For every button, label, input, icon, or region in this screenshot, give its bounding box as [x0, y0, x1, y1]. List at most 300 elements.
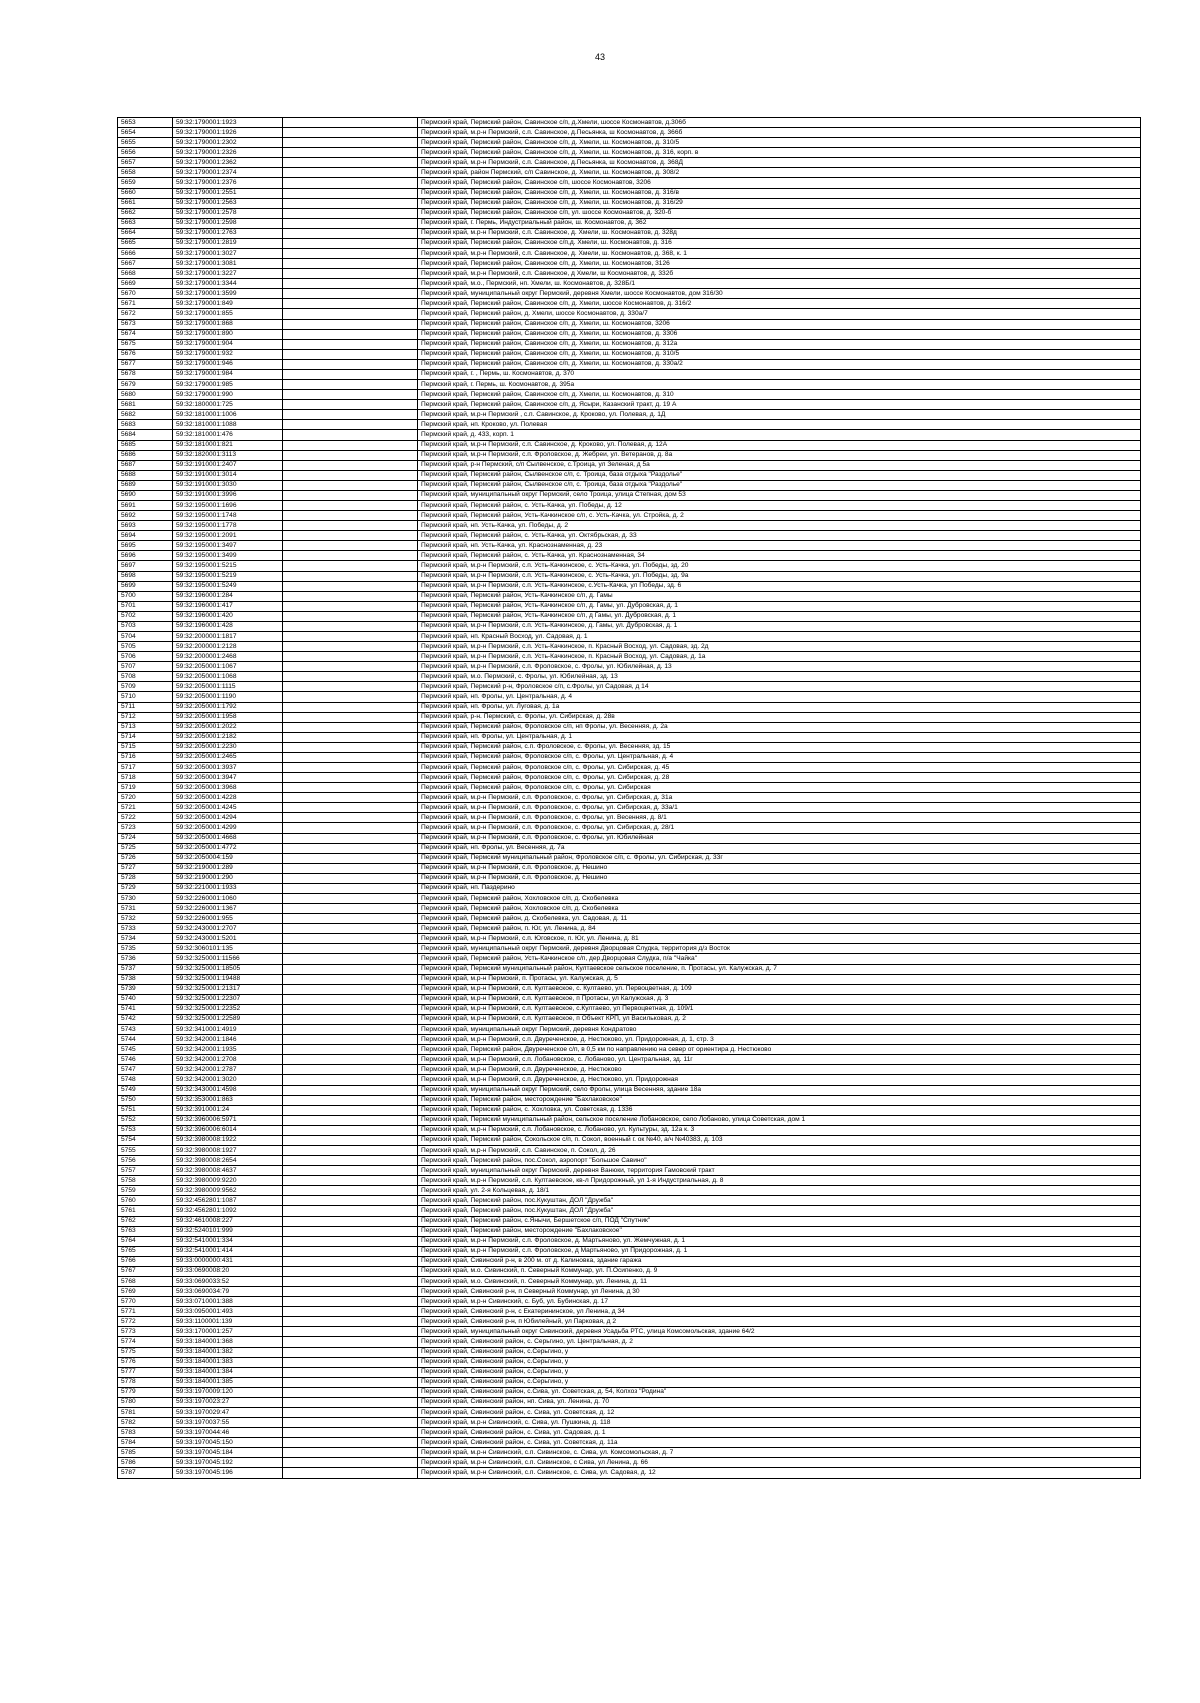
table-row	[118, 1135, 1141, 1145]
cadastral-number: 59:32:1910001:3030	[173, 480, 283, 490]
address: Пермский край, р-н Пермский, с/п Сылвенское, с.Троица, ул Зеленая, д 5а	[418, 460, 1141, 470]
row-number: 5721	[118, 803, 173, 813]
table-row	[118, 490, 1141, 500]
row-number: 5719	[118, 783, 173, 793]
row-number: 5728	[118, 873, 173, 883]
cadastral-number: 59:32:1790001:2563	[173, 198, 283, 208]
cadastral-number: 59:32:3060101:135	[173, 944, 283, 954]
address: Пермский край, Пермский район, Хохловское с/п, д. Скобелевка	[418, 894, 1141, 904]
table-row	[118, 1166, 1141, 1176]
address: Пермский край, Пермский район, Сылвенское с/п, с. Троица, база отдыха "Раздолье"	[418, 470, 1141, 480]
address: Пермский край, Пермский район, Усть-Качкинское с/п, д. Гамы	[418, 591, 1141, 601]
row-number: 5743	[118, 1025, 173, 1035]
address: Пермский край, муниципальный округ Пермский, деревня Хмели, шоссе Космонавтов, дом 316/30	[418, 289, 1141, 299]
cadastral-number: 59:32:2050001:3937	[173, 763, 283, 773]
cadastral-number: 59:32:3980009:9220	[173, 1176, 283, 1186]
row-number: 5758	[118, 1176, 173, 1186]
table-row	[118, 259, 1141, 269]
table-row	[118, 1095, 1141, 1105]
address: Пермский край, Пермский район, Усть-Качкинское с/п, дер.Дворцовая Слудка, п/а "Чайка"	[418, 954, 1141, 964]
address: Пермский край, Пермский район, с. Усть-Качка, ул. Октябрьская, д. 33	[418, 531, 1141, 541]
empty-cell	[283, 561, 418, 571]
address: Пермский край, Сивинский район, с.Серьгино, у	[418, 1357, 1141, 1367]
address: Пермский край, нп. Усть-Качка, ул. Краснознаменная, д. 23	[418, 541, 1141, 551]
empty-cell	[283, 440, 418, 450]
cadastral-number: 59:32:1810001:1006	[173, 410, 283, 420]
cadastral-number: 59:33:1970045:150	[173, 1438, 283, 1448]
table-row	[118, 1266, 1141, 1276]
row-number: 5662	[118, 208, 173, 218]
empty-cell	[283, 994, 418, 1004]
table-row	[118, 450, 1141, 460]
table-row	[118, 984, 1141, 994]
table-row	[118, 480, 1141, 490]
address: Пермский край, Сивинский р-н, в 200 м. от д. Калиновка, здание гаража	[418, 1256, 1141, 1266]
empty-cell	[283, 1055, 418, 1065]
row-number: 5722	[118, 813, 173, 823]
address: Пермский край, Пермский район, пос.Кукуштан, ДОЛ "Дружба"	[418, 1196, 1141, 1206]
address: Пермский край, Пермский район, Савинское с/п,д. Хмели, ш. Космонавтов, д. 316	[418, 238, 1141, 248]
cadastral-number: 59:32:1790001:1926	[173, 128, 283, 138]
row-number: 5683	[118, 420, 173, 430]
empty-cell	[283, 319, 418, 329]
cadastral-number: 59:33:1840001:382	[173, 1347, 283, 1357]
cadastral-number: 59:32:1950001:1748	[173, 511, 283, 521]
cadastral-number: 59:33:1970029:47	[173, 1408, 283, 1418]
row-number: 5661	[118, 198, 173, 208]
cadastral-number: 59:32:3420001:1935	[173, 1045, 283, 1055]
row-number: 5747	[118, 1065, 173, 1075]
empty-cell	[283, 178, 418, 188]
address: Пермский край, Пермский район, Савинское с/п, д. Хмели, ш. Космонавтов, д. 316/29	[418, 198, 1141, 208]
empty-cell	[283, 450, 418, 460]
address: Пермский край, м.р-н Пермский, с.п. Фроловское, с. Фролы, ул. Сибирская, д. 33а/1	[418, 803, 1141, 813]
cadastral-number: 59:32:4562801:1087	[173, 1196, 283, 1206]
cadastral-number: 59:33:1840001:368	[173, 1337, 283, 1347]
row-number: 5674	[118, 329, 173, 339]
row-number: 5695	[118, 541, 173, 551]
row-number: 5672	[118, 309, 173, 319]
registry-table-body	[118, 118, 1141, 1479]
address: Пермский край, г. Пермь, Индустриальный район, ш. Космонавтов, д. 362	[418, 218, 1141, 228]
address: Пермский край, Пермский муниципальный район, Култаевское сельское поселение, п. Протасы, ул. Калужская, д. 7	[418, 964, 1141, 974]
cadastral-number: 59:32:2260001:1060	[173, 894, 283, 904]
table-row	[118, 1115, 1141, 1125]
cadastral-number: 59:32:3980008:2654	[173, 1156, 283, 1166]
cadastral-number: 59:32:2050001:2022	[173, 722, 283, 732]
empty-cell	[283, 621, 418, 631]
table-row	[118, 1145, 1141, 1155]
row-number: 5772	[118, 1317, 173, 1327]
cadastral-number: 59:32:1790001:2302	[173, 138, 283, 148]
table-row	[118, 581, 1141, 591]
address: Пермский край, м.р-н Пермский, с.п. Култаевское, п Объект КРП, ул Васильковая, д. 2	[418, 1014, 1141, 1024]
cadastral-number: 59:32:1810001:821	[173, 440, 283, 450]
row-number: 5737	[118, 964, 173, 974]
address: Пермский край, м.р-н Пермский, с.п. Усть-Качкинское, п. Красный Восход, ул. Садовая, д. 1а	[418, 652, 1141, 662]
empty-cell	[283, 833, 418, 843]
row-number: 5656	[118, 148, 173, 158]
row-number: 5739	[118, 984, 173, 994]
empty-cell	[283, 1216, 418, 1226]
empty-cell	[283, 611, 418, 621]
address: Пермский край, м.р-н Пермский, с.п. Фроловское, с. Фролы, ул. Сибирская, д. 28/1	[418, 823, 1141, 833]
address: Пермский край, Пермский район, с. Усть-Качка, ул. Краснознаменная, 34	[418, 551, 1141, 561]
row-number: 5768	[118, 1276, 173, 1286]
cadastral-number: 59:32:3250001:22352	[173, 1004, 283, 1014]
row-number: 5717	[118, 763, 173, 773]
address: Пермский край, нп. Паздерино	[418, 883, 1141, 893]
address: Пермский край, м.р-н Пермский, с.п. Усть-Качкинское, с.Усть-Качка, ул Победы, зд. 6	[418, 581, 1141, 591]
table-row	[118, 1226, 1141, 1236]
empty-cell	[283, 420, 418, 430]
address: Пермский край, нп. Красный Восход, ул. Садовая, д. 1	[418, 631, 1141, 641]
empty-cell	[283, 823, 418, 833]
empty-cell	[283, 712, 418, 722]
cadastral-number: 59:32:1790001:2551	[173, 188, 283, 198]
table-row	[118, 128, 1141, 138]
cadastral-number: 59:32:2050001:2182	[173, 732, 283, 742]
empty-cell	[283, 692, 418, 702]
row-number: 5740	[118, 994, 173, 1004]
cadastral-number: 59:32:3420001:2708	[173, 1055, 283, 1065]
row-number: 5673	[118, 319, 173, 329]
cadastral-number: 59:33:1700001:257	[173, 1327, 283, 1337]
empty-cell	[283, 742, 418, 752]
table-row	[118, 894, 1141, 904]
table-row	[118, 773, 1141, 783]
cadastral-number: 59:32:1810001:1088	[173, 420, 283, 430]
row-number: 5704	[118, 631, 173, 641]
table-row	[118, 1196, 1141, 1206]
empty-cell	[283, 299, 418, 309]
table-row	[118, 763, 1141, 773]
row-number: 5782	[118, 1418, 173, 1428]
cadastral-number: 59:33:0000000:431	[173, 1256, 283, 1266]
row-number: 5713	[118, 722, 173, 732]
cadastral-number: 59:33:0690008:20	[173, 1266, 283, 1276]
cadastral-number: 59:33:1970037:55	[173, 1418, 283, 1428]
address: Пермский край, Пермский район, Савинское с/п, д. Хмели, ш. Космонавтов, д. 310/5	[418, 349, 1141, 359]
empty-cell	[283, 934, 418, 944]
row-number: 5754	[118, 1135, 173, 1145]
empty-cell	[283, 783, 418, 793]
table-row	[118, 500, 1141, 510]
row-number: 5765	[118, 1246, 173, 1256]
empty-cell	[283, 380, 418, 390]
address: Пермский край, м.р-н Пермский, с.п. Фроловское, д Мартьяново, ул Придорожная, д. 1	[418, 1246, 1141, 1256]
address: Пермский край, Пермский район, Усть-Качкинское с/п, с. Усть-Качка, ул. Стройка, д. 2	[418, 511, 1141, 521]
address: Пермский край, м.р-н Пермский, с.п. Фроловское, д. Нешино	[418, 863, 1141, 873]
cadastral-number: 59:32:4610008:227	[173, 1216, 283, 1226]
row-number: 5716	[118, 752, 173, 762]
cadastral-number: 59:32:3250001:22307	[173, 994, 283, 1004]
empty-cell	[283, 1468, 418, 1478]
table-row	[118, 1448, 1141, 1458]
row-number: 5711	[118, 702, 173, 712]
cadastral-number: 59:33:1970045:184	[173, 1448, 283, 1458]
cadastral-number: 59:32:3910001:24	[173, 1105, 283, 1115]
address: Пермский край, Пермский район, пос.Кукуштан, ДОЛ "Дружба"	[418, 1206, 1141, 1216]
address: Пермский край, м.о. Пермский, с. Фролы, ул. Юбилейная, зд. 13	[418, 672, 1141, 682]
table-row	[118, 309, 1141, 319]
row-number: 5720	[118, 793, 173, 803]
address: Пермский край, м.р-н Пермский, с.п. Култаевское, с. Култаево, ул. Первоцветная, д. 109	[418, 984, 1141, 994]
table-row	[118, 863, 1141, 873]
empty-cell	[283, 138, 418, 148]
cadastral-number: 59:32:1790001:904	[173, 339, 283, 349]
empty-cell	[283, 1176, 418, 1186]
empty-cell	[283, 1448, 418, 1458]
cadastral-number: 59:32:1790001:3599	[173, 289, 283, 299]
address: Пермский край, м.р-н Пермский , с.п. Савинское, д. Кроково, ул. Полевая, д. 1Д	[418, 410, 1141, 420]
address: Пермский край, ул. 2-я Кольцевая, д. 18/1	[418, 1186, 1141, 1196]
cadastral-number: 59:32:3980008:4637	[173, 1166, 283, 1176]
row-number: 5697	[118, 561, 173, 571]
row-number: 5663	[118, 218, 173, 228]
empty-cell	[283, 672, 418, 682]
empty-cell	[283, 1327, 418, 1337]
table-row	[118, 238, 1141, 248]
empty-cell	[283, 1125, 418, 1135]
table-row	[118, 1327, 1141, 1337]
table-row	[118, 1055, 1141, 1065]
row-number: 5668	[118, 269, 173, 279]
empty-cell	[283, 964, 418, 974]
table-row	[118, 1438, 1141, 1448]
table-row	[118, 682, 1141, 692]
table-row	[118, 712, 1141, 722]
cadastral-number: 59:32:4562801:1092	[173, 1206, 283, 1216]
row-number: 5686	[118, 450, 173, 460]
table-row	[118, 954, 1141, 964]
empty-cell	[283, 329, 418, 339]
cadastral-number: 59:32:2050001:4668	[173, 833, 283, 843]
row-number: 5665	[118, 238, 173, 248]
empty-cell	[283, 1025, 418, 1035]
empty-cell	[283, 722, 418, 732]
row-number: 5680	[118, 390, 173, 400]
table-row	[118, 924, 1141, 934]
empty-cell	[283, 1045, 418, 1055]
row-number: 5669	[118, 279, 173, 289]
cadastral-number: 59:33:0710001:388	[173, 1297, 283, 1307]
address: Пермский край, Пермский район, Усть-Качкинское с/п, д. Гамы, ул. Дубровская, д. 1	[418, 601, 1141, 611]
table-row	[118, 692, 1141, 702]
table-row	[118, 722, 1141, 732]
cadastral-number: 59:32:5410001:414	[173, 1246, 283, 1256]
address: Пермский край, м.р-н Пермский, с.п. Савинское, д. Кроково, ул. Полевая, д. 12А	[418, 440, 1141, 450]
address: Пермский край, м.р-н Пермский, с.п. Двуреченское, д. Нестюково, ул. Придорожная	[418, 1075, 1141, 1085]
cadastral-number: 59:32:1790001:946	[173, 359, 283, 369]
cadastral-number: 59:32:1950001:3497	[173, 541, 283, 551]
table-row	[118, 1156, 1141, 1166]
address: Пермский край, г. Пермь, ш. Космонавтов, д. 395а	[418, 380, 1141, 390]
address: Пермский край, Пермский район, Савинское с/п, д. Хмели, ш. Космонавтов, д. 310/5	[418, 138, 1141, 148]
empty-cell	[283, 410, 418, 420]
cadastral-number: 59:33:1970045:192	[173, 1458, 283, 1468]
cadastral-number: 59:32:1790001:990	[173, 390, 283, 400]
table-row	[118, 944, 1141, 954]
row-number: 5664	[118, 228, 173, 238]
row-number: 5731	[118, 904, 173, 914]
empty-cell	[283, 460, 418, 470]
cadastral-number: 59:32:1950001:1696	[173, 500, 283, 510]
table-row	[118, 621, 1141, 631]
address: Пермский край, Сивинский район, с. Серьгино, ул. Центральная, д. 2	[418, 1337, 1141, 1347]
address: Пермский край, м.р-н Пермский, с.п. Фроловское, с. Фролы, ул. Весенняя, д. 8/1	[418, 813, 1141, 823]
cadastral-number: 59:32:1910001:3014	[173, 470, 283, 480]
row-number: 5699	[118, 581, 173, 591]
address: Пермский край, Пермский муниципальный район, сельское поселение Лобановское, село Лобаново, улица Советская, дом 1	[418, 1115, 1141, 1125]
cadastral-number: 59:32:1790001:890	[173, 329, 283, 339]
table-row	[118, 1387, 1141, 1397]
address: Пермский край, муниципальный округ Пермский, село Троица, улица Степная, дом 53	[418, 490, 1141, 500]
row-number: 5745	[118, 1045, 173, 1055]
cadastral-number: 59:33:1840001:385	[173, 1377, 283, 1387]
row-number: 5775	[118, 1347, 173, 1357]
address: Пермский край, нп. Фролы, ул. Центральная, д. 4	[418, 692, 1141, 702]
empty-cell	[283, 702, 418, 712]
cadastral-number: 59:32:1960001:417	[173, 601, 283, 611]
empty-cell	[283, 682, 418, 692]
row-number: 5725	[118, 843, 173, 853]
address: Пермский край, Пермский район, Фроловское с/п, с. Фролы, ул. Сибирская	[418, 783, 1141, 793]
cadastral-number: 59:32:5240101:999	[173, 1226, 283, 1236]
row-number: 5781	[118, 1408, 173, 1418]
address: Пермский край, р-н. Пермский, с. Фролы, ул. Сибирская, д. 28в	[418, 712, 1141, 722]
table-row	[118, 934, 1141, 944]
table-row	[118, 289, 1141, 299]
row-number: 5700	[118, 591, 173, 601]
empty-cell	[283, 1317, 418, 1327]
cadastral-number: 59:32:1820001:3113	[173, 450, 283, 460]
table-row	[118, 833, 1141, 843]
row-number: 5742	[118, 1014, 173, 1024]
empty-cell	[283, 1145, 418, 1155]
empty-cell	[283, 400, 418, 410]
table-row	[118, 249, 1141, 259]
empty-cell	[283, 1075, 418, 1085]
row-number: 5773	[118, 1327, 173, 1337]
row-number: 5691	[118, 500, 173, 510]
row-number: 5741	[118, 1004, 173, 1014]
empty-cell	[283, 511, 418, 521]
row-number: 5654	[118, 128, 173, 138]
empty-cell	[283, 259, 418, 269]
cadastral-number: 59:32:2050001:1792	[173, 702, 283, 712]
address: Пермский край, нп. Усть-Качка, ул. Победы, д. 2	[418, 521, 1141, 531]
empty-cell	[283, 652, 418, 662]
cadastral-number: 59:32:1790001:2763	[173, 228, 283, 238]
table-row	[118, 1075, 1141, 1085]
address: Пермский край, м.р-н Пермский, с.п. Двуреченское, д. Нестюково	[418, 1065, 1141, 1075]
table-row	[118, 914, 1141, 924]
cadastral-number: 59:32:1960001:428	[173, 621, 283, 631]
empty-cell	[283, 1246, 418, 1256]
table-row	[118, 853, 1141, 863]
cadastral-number: 59:32:1950001:5215	[173, 561, 283, 571]
table-row	[118, 1408, 1141, 1418]
row-number: 5705	[118, 642, 173, 652]
table-row	[118, 1014, 1141, 1024]
cadastral-number: 59:32:1910001:3996	[173, 490, 283, 500]
table-row	[118, 1337, 1141, 1347]
cadastral-number: 59:32:1790001:2374	[173, 168, 283, 178]
row-number: 5707	[118, 662, 173, 672]
address: Пермский край, м.р-н Пермский, с.п. Савинское, д. Хмели, ш. Космонавтов, д. 368, к. 1	[418, 249, 1141, 259]
cadastral-number: 59:32:2050001:4228	[173, 793, 283, 803]
empty-cell	[283, 1377, 418, 1387]
row-number: 5786	[118, 1458, 173, 1468]
row-number: 5732	[118, 914, 173, 924]
empty-cell	[283, 863, 418, 873]
table-row	[118, 198, 1141, 208]
empty-cell	[283, 118, 418, 128]
cadastral-number: 59:32:1790001:984	[173, 369, 283, 379]
empty-cell	[283, 1196, 418, 1206]
row-number: 5746	[118, 1055, 173, 1065]
address: Пермский край, м.р-н Пермский, с.п. Култаевское, п Протасы, ул Калужская, д. 3	[418, 994, 1141, 1004]
empty-cell	[283, 1397, 418, 1407]
row-number: 5666	[118, 249, 173, 259]
table-row	[118, 662, 1141, 672]
address: Пермский край, Сивинский район, с. Сива, ул. Садовая, д. 1	[418, 1428, 1141, 1438]
empty-cell	[283, 813, 418, 823]
empty-cell	[283, 1307, 418, 1317]
empty-cell	[283, 1166, 418, 1176]
empty-cell	[283, 218, 418, 228]
table-row	[118, 1216, 1141, 1226]
table-row	[118, 521, 1141, 531]
cadastral-number: 59:33:1100001:139	[173, 1317, 283, 1327]
address: Пермский край, Пермский район, Фроловское с/п, с. Фролы, ул. Сибирская, д. 45	[418, 763, 1141, 773]
empty-cell	[283, 924, 418, 934]
empty-cell	[283, 1135, 418, 1145]
table-row	[118, 642, 1141, 652]
address: Пермский край, Сивинский район, с. Сива, ул. Советская, д. 11а	[418, 1438, 1141, 1448]
address: Пермский край, м.р-н Пермский, с.п. Фроловское, с. Фролы, ул. Сибирская, д. 31а	[418, 793, 1141, 803]
address: Пермский край, Пермский район, Савинское с/п, д. Ясыри, Казанский тракт, д. 19 А	[418, 400, 1141, 410]
address: Пермский край, м.р-н Пермский, с.п. Савинское, д. Хмели, ш. Космонавтов, д. 328д	[418, 228, 1141, 238]
empty-cell	[283, 843, 418, 853]
empty-cell	[283, 631, 418, 641]
empty-cell	[283, 279, 418, 289]
cadastral-number: 59:32:2050001:2465	[173, 752, 283, 762]
cadastral-number: 59:32:3960006:6014	[173, 1125, 283, 1135]
cadastral-number: 59:32:3980008:1922	[173, 1135, 283, 1145]
table-row	[118, 1276, 1141, 1286]
cadastral-number: 59:32:3250001:18505	[173, 964, 283, 974]
row-number: 5769	[118, 1287, 173, 1297]
table-row	[118, 823, 1141, 833]
table-row	[118, 118, 1141, 128]
empty-cell	[283, 1387, 418, 1397]
empty-cell	[283, 148, 418, 158]
row-number: 5678	[118, 369, 173, 379]
cadastral-number: 59:32:5410001:334	[173, 1236, 283, 1246]
table-row	[118, 1176, 1141, 1186]
row-number: 5761	[118, 1206, 173, 1216]
row-number: 5736	[118, 954, 173, 964]
table-row	[118, 460, 1141, 470]
address: Пермский край, Пермский район, Фроловское с/п, нп Фролы, ул. Весенняя, д. 2а	[418, 722, 1141, 732]
address: Пермский край, нп. Кроково, ул. Полевая	[418, 420, 1141, 430]
address: Пермский край, Пермский район, Савинское с/п, шоссе Космонавтов, 3206	[418, 178, 1141, 188]
table-row	[118, 883, 1141, 893]
table-row	[118, 359, 1141, 369]
row-number: 5653	[118, 118, 173, 128]
